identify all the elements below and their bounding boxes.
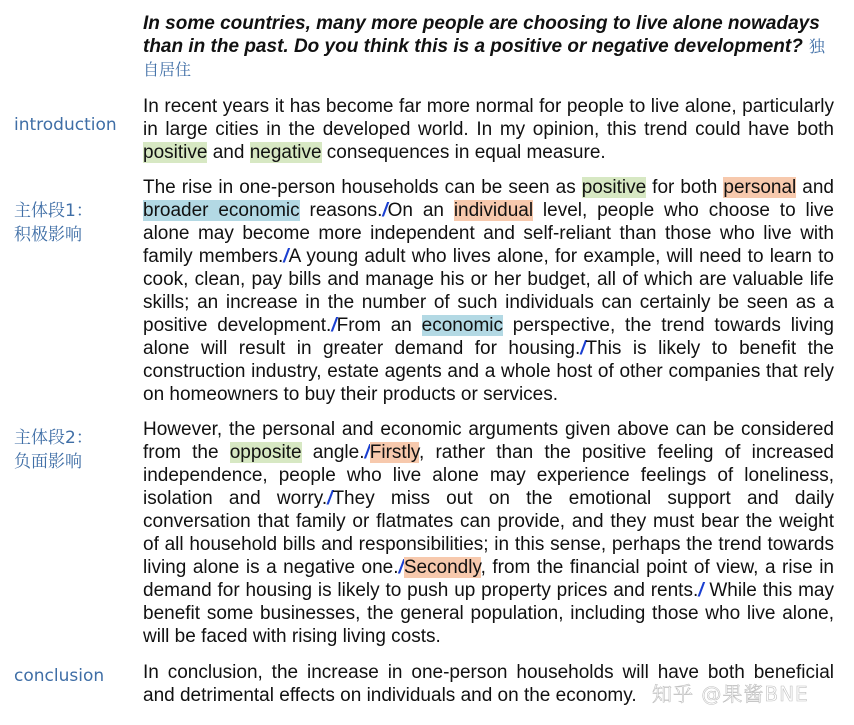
intro-text-2: and — [207, 142, 250, 163]
sentence-divider: / — [580, 338, 586, 359]
body2-highlight-firstly: Firstly — [369, 442, 420, 463]
body1-text-2: for both — [646, 177, 724, 198]
body1-text-4: reasons. — [299, 200, 383, 221]
body1-text-9: perspective, the trend towards living alone will result in greater demand for housing. — [143, 315, 834, 359]
body2-paragraph — [143, 418, 834, 648]
sentence-divider: / — [382, 200, 388, 221]
intro-text-3: consequences in equal measure. — [321, 142, 606, 163]
body2-text-1: However, the personal and economic arguments given above can be considered from the — [143, 419, 834, 463]
sentence-divider: / — [283, 246, 289, 267]
sentence-divider: / — [331, 315, 337, 336]
body1-paragraph — [143, 176, 834, 406]
body1-text-8: From an — [336, 315, 422, 336]
body1-text-5: On an — [387, 200, 454, 221]
body2-text-5: , from the financial point of view, a rise in demand for housing is likely to push up property prices and rents. — [143, 557, 834, 601]
body2-text-4: They miss out on the emotional support and daily conversation that family or flatmates can provide, and they must bear the weight of all household bills and responsibilities; in this sense, perhaps the trend towards living alone is a negative one. — [143, 488, 835, 578]
body1-highlight-individual: individual — [453, 200, 534, 221]
intro-highlight-positive: positive — [143, 142, 208, 163]
essay-question — [143, 12, 834, 81]
watermark: 知乎 @果酱BNE — [652, 682, 809, 706]
body2-highlight-secondly: Secondly — [403, 557, 481, 578]
label-body1-line1: 主体段1： — [14, 201, 93, 221]
body1-text-7: A young adult who lives alone, for example, will need to learn to cook, clean, pay bills and manage his or her budget, all of which are valuable life skills; an increase in the number of such individuals can certainly be seen as a positive development. — [143, 246, 834, 336]
body1-highlight-personal: personal — [723, 177, 797, 198]
body1-highlight-economic: economic — [421, 315, 503, 336]
body1-text-1: The rise in one-person households can be seen as — [143, 177, 582, 198]
intro-highlight-negative: negative — [249, 142, 322, 163]
body1-text-3: and — [796, 177, 834, 198]
label-body2-line1: 主体段2： — [14, 428, 93, 448]
body1-text-10: This is likely to benefit the construction industry, estate agents and a whole host of other companies that rely on homeowners to buy their products or services. — [143, 338, 835, 405]
body2-text-2: angle. — [301, 442, 365, 463]
body2-text-6: While this may benefit some businesses, the general population, including those who live alone, will be faced with rising living costs. — [143, 580, 834, 647]
question-note: 独自居住 — [143, 37, 825, 79]
conclusion-text: In conclusion, the increase in one-person households will have both beneficial and detrimental effects on individuals and on the economy. — [143, 662, 834, 706]
body1-highlight-broader-economic: broader economic — [143, 200, 300, 221]
label-body2-line2: 负面影响 — [14, 452, 82, 472]
intro-text-1: In recent years it has become far more normal for people to live alone, particularly in large cities in the developed world. In my opinion, this trend could have both — [143, 96, 834, 140]
question-text: In some countries, many more people are choosing to live alone nowadays than in the past. Do you think this is a positive or negative development? — [143, 13, 820, 57]
sentence-divider: / — [698, 580, 704, 601]
sentence-divider: / — [364, 442, 370, 463]
label-conclusion: conclusion — [14, 666, 105, 686]
body2-highlight-opposite: opposite — [229, 442, 302, 463]
sentence-divider: / — [398, 557, 404, 578]
body1-text-6: level, people who choose to live alone may become more independent and self-reliant than those who live with family members. — [143, 200, 834, 267]
introduction-paragraph — [143, 95, 834, 164]
body2-text-3: , rather than the positive feeling of increased independence, people who live alone may experience feelings of loneliness, isolation and worry. — [143, 442, 834, 509]
body1-highlight-positive: positive — [581, 177, 647, 198]
sentence-divider: / — [327, 488, 333, 509]
label-introduction: introduction — [14, 115, 117, 135]
label-body1-line2: 积极影响 — [14, 225, 82, 245]
